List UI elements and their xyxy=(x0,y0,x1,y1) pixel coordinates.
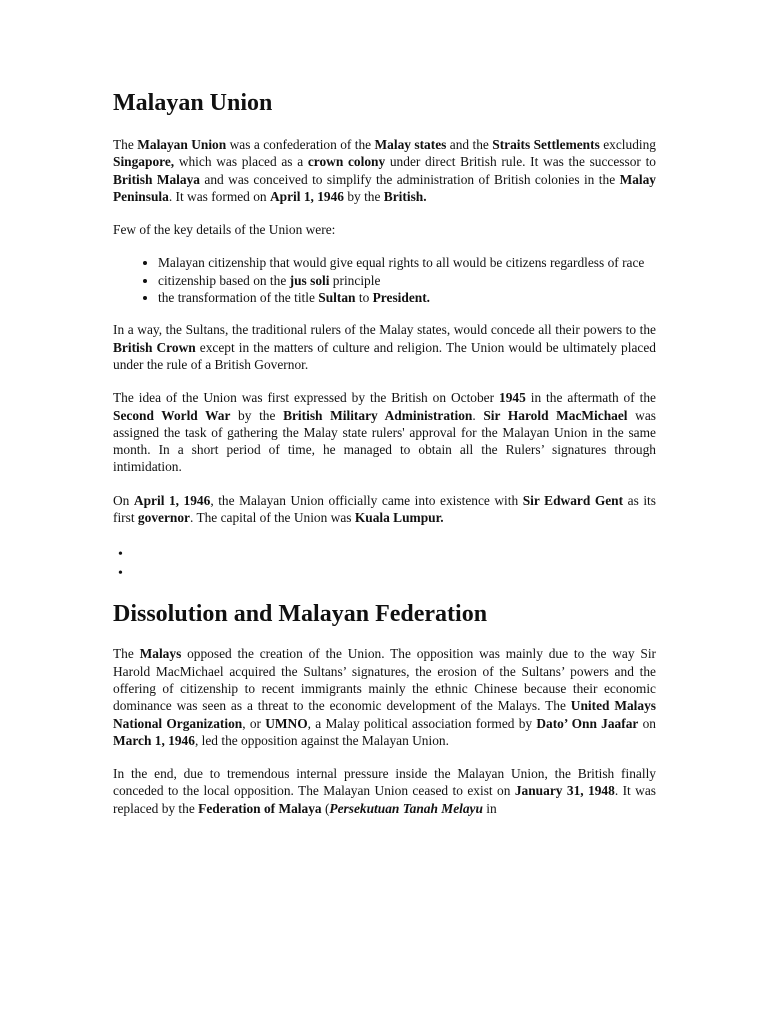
list-item: • Malayan citizenship that would give equal rights to all would be citizens regardless of race xyxy=(158,254,656,271)
empty-bullet xyxy=(118,546,656,565)
heading-malayan-union: Malayan Union xyxy=(113,90,273,116)
dissolution-paragraph: In the end, due to tremendous internal pressure inside the Malayan Union, the British finally conceded to the local opposition. The Malayan Union ceased to exist on January 31, 1948. It was replaced by the Federation of Malaya (Persekutuan Tanah Melayu in xyxy=(113,766,656,816)
intro-paragraph: The Malayan Union was a confederation of the Malay states and the Straits Settlements excluding Singapore, which was placed as a crown colony under direct British rule. It was the successor to British Malaya and was conceived to simplify the administration of British colonies in the Malay Peninsula. It was formed on April 1, 1946 by the British. xyxy=(113,137,657,204)
key-details-list xyxy=(113,254,656,306)
formation-paragraph: On April 1, 1946, the Malayan Union officially came into existence with Sir Edward Gent as its first governor. The capital of the Union was Kuala Lumpur. xyxy=(113,492,656,526)
origin-paragraph: The idea of the Union was first expressed by the British on October 1945 in the aftermath of the Second World War by the British Military Administration. Sir Harold MacMichael was assigned the task of gathering the Malay state rulers' approval for the Malayan Union in the same month. In a short period of time, he managed to obtain all the Rulers’ signatures through intimidation. xyxy=(113,390,656,475)
opposition-paragraph: The Malays opposed the creation of the Union. The opposition was mainly due to the way Sir Harold MacMichael acquired the Sultans’ signatures, the erosion of the Sultans’ powers and the offering of citizenship to recent immigrants mainly the ethnic Chinese because their economic dominance was seen as a threat to the economic development of the Malays. The United Malays National Organization, or UMNO, a Malay political association formed by Dato’ Onn Jaafar on March 1, 1946, led the opposition against the Malayan Union. xyxy=(113,646,656,748)
key-details-intro: Few of the key details of the Union were: xyxy=(113,222,336,238)
sultans-paragraph: In a way, the Sultans, the traditional rulers of the Malay states, would concede all their powers to the British Crown except in the matters of culture and religion. The Union would be ultimately placed under the rule of a British Governor. xyxy=(113,322,656,372)
empty-bullet-list xyxy=(113,546,656,584)
empty-bullet xyxy=(118,565,656,584)
heading-dissolution: Dissolution and Malayan Federation xyxy=(113,601,488,628)
list-item: • citizenship based on the jus soli principle xyxy=(158,272,656,289)
list-item: • the transformation of the title Sultan to President. xyxy=(158,289,656,306)
